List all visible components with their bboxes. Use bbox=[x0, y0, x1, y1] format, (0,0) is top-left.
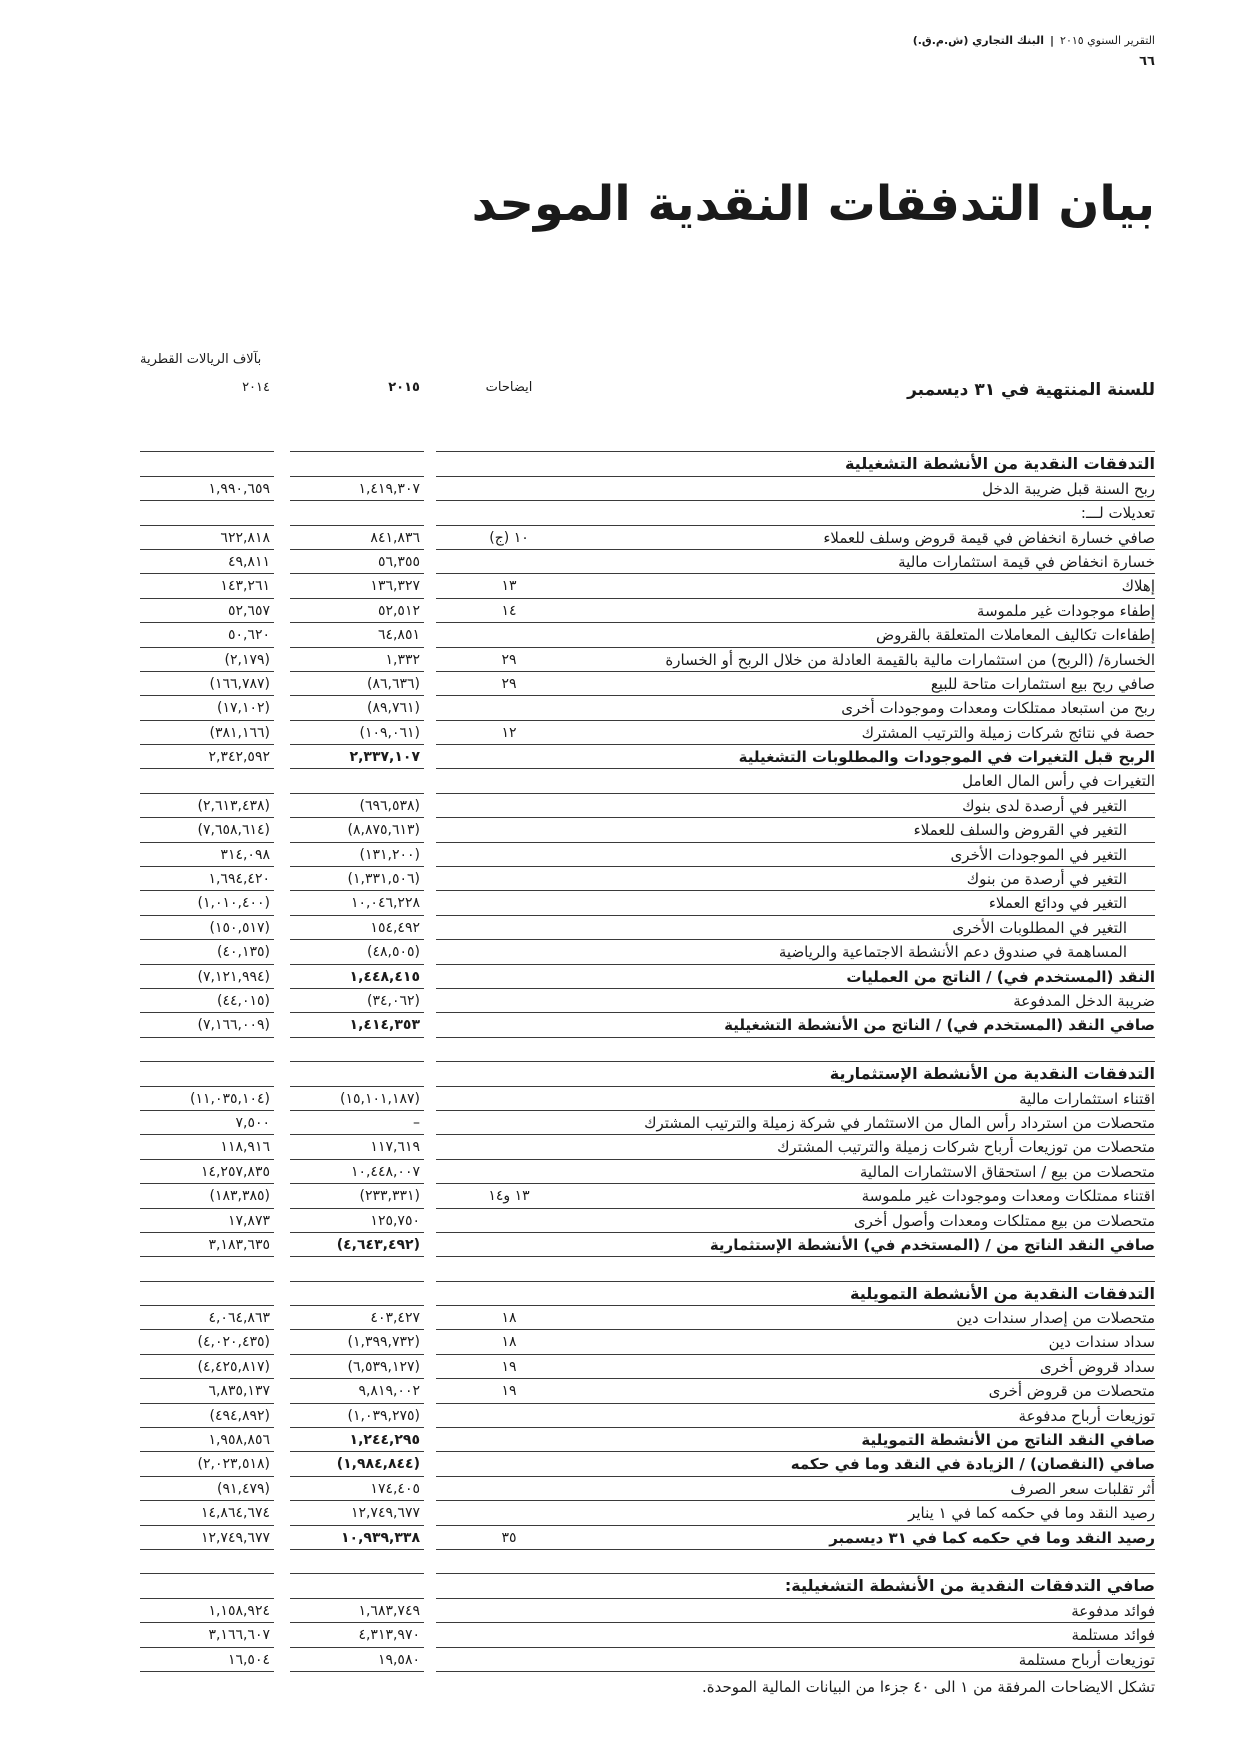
note-ref: ١٩ bbox=[501, 1383, 517, 1400]
value-2014 bbox=[140, 1257, 274, 1281]
value-2014: (٢,٦١٣,٤٣٨) bbox=[140, 794, 274, 818]
value-2014: (١٦٦,٧٨٧) bbox=[140, 672, 274, 696]
report-label: التقرير السنوي ٢٠١٥ bbox=[1060, 34, 1155, 47]
row-label: صافي ربح بيع استثمارات متاحة للبيع bbox=[436, 672, 1155, 696]
table-row bbox=[0, 891, 1233, 915]
value-2015 bbox=[290, 428, 424, 452]
table-row bbox=[0, 1477, 1233, 1501]
table-row bbox=[0, 1184, 1233, 1208]
row-label bbox=[436, 1257, 1155, 1281]
table-row bbox=[0, 1306, 1233, 1330]
page-title: بيان التدفقات النقدية الموحد bbox=[471, 176, 1155, 232]
value-2015 bbox=[290, 1282, 424, 1306]
row-label: المساهمة في صندوق دعم الأنشطة الاجتماعية والرياضية bbox=[436, 940, 1155, 964]
column-header-description: للسنة المنتهية في ٣١ ديسمبر bbox=[907, 380, 1155, 400]
value-2015: (٦٩٦,٥٣٨) bbox=[290, 794, 424, 818]
value-2014 bbox=[140, 1062, 274, 1086]
table-row bbox=[0, 1428, 1233, 1452]
value-2015: (٣٤,٠٦٢) bbox=[290, 989, 424, 1013]
value-2014: (٣٨١,١٦٦) bbox=[140, 721, 274, 745]
row-label: فوائد مستلمة bbox=[436, 1623, 1155, 1647]
value-2014 bbox=[140, 769, 274, 793]
row-label: توزيعات أرباح مستلمة bbox=[436, 1648, 1155, 1672]
table-row bbox=[0, 916, 1233, 940]
value-2015: ١,٤٤٨,٤١٥ bbox=[290, 965, 424, 989]
value-2014: ٦٢٢,٨١٨ bbox=[140, 526, 274, 550]
table-row bbox=[0, 1062, 1233, 1086]
table-row bbox=[0, 794, 1233, 818]
note-ref: ١٢ bbox=[501, 724, 517, 741]
row-label: ربح من استبعاد ممتلكات ومعدات وموجودات أخرى bbox=[436, 696, 1155, 720]
value-2014: (١,٠١٠,٤٠٠) bbox=[140, 891, 274, 915]
row-label: صافي النقد (المستخدم في) / الناتج من الأنشطة التشغيلية bbox=[436, 1013, 1155, 1037]
value-2014: (٢,٠٢٣,٥١٨) bbox=[140, 1452, 274, 1476]
table-row bbox=[0, 1623, 1233, 1647]
value-2014: ١٧,٨٧٣ bbox=[140, 1209, 274, 1233]
row-label: سداد سندات دين bbox=[436, 1330, 1155, 1354]
value-2015: ٢,٣٣٧,١٠٧ bbox=[290, 745, 424, 769]
row-label: فوائد مدفوعة bbox=[436, 1599, 1155, 1623]
value-2015: ١٧٤,٤٠٥ bbox=[290, 1477, 424, 1501]
value-2015: ١٥٤,٤٩٢ bbox=[290, 916, 424, 940]
value-2015 bbox=[290, 1257, 424, 1281]
value-2015: ١١٧,٦١٩ bbox=[290, 1135, 424, 1159]
value-2015: ١٢٥,٧٥٠ bbox=[290, 1209, 424, 1233]
value-2015: (٤٨,٥٠٥) bbox=[290, 940, 424, 964]
value-2014: ١,٦٩٤,٤٢٠ bbox=[140, 867, 274, 891]
row-label: اقتناء ممتلكات ومعدات وموجودات غير ملموسة bbox=[436, 1184, 1155, 1208]
value-2014: ١٦,٥٠٤ bbox=[140, 1648, 274, 1672]
value-2015 bbox=[290, 1574, 424, 1598]
table-row bbox=[0, 769, 1233, 793]
value-2014: (٤٤,٠١٥) bbox=[140, 989, 274, 1013]
value-2014: (٤,٠٢٠,٤٣٥) bbox=[140, 1330, 274, 1354]
row-label: صافي التدفقات النقدية من الأنشطة التشغيلية: bbox=[436, 1574, 1155, 1598]
row-label: التدفقات النقدية من الأنشطة التشغيلية bbox=[436, 452, 1155, 476]
row-label: سداد قروض أخرى bbox=[436, 1355, 1155, 1379]
value-2014: (١٨٣,٣٨٥) bbox=[140, 1184, 274, 1208]
value-2014: (٤٠,١٣٥) bbox=[140, 940, 274, 964]
value-2015: ١٢,٧٤٩,٦٧٧ bbox=[290, 1501, 424, 1525]
page-number: ٦٦ bbox=[1139, 54, 1155, 69]
table-row bbox=[0, 1330, 1233, 1354]
column-header-2014: ٢٠١٤ bbox=[242, 380, 270, 395]
value-2015: (١,٠٣٩,٢٧٥) bbox=[290, 1404, 424, 1428]
footnote: تشكل الايضاحات المرفقة من ١ الى ٤٠ جزءا من البيانات المالية الموحدة. bbox=[702, 1678, 1155, 1696]
row-label: صافي خسارة انخفاض في قيمة قروض وسلف للعملاء bbox=[436, 526, 1155, 550]
value-2015: (١,٣٣١,٥٠٦) bbox=[290, 867, 424, 891]
value-2015 bbox=[290, 1038, 424, 1062]
table-row bbox=[0, 867, 1233, 891]
table-row bbox=[0, 1501, 1233, 1525]
table-row bbox=[0, 477, 1233, 501]
value-2015: ٥٢,٥١٢ bbox=[290, 599, 424, 623]
value-2015: ١,٦٨٣,٧٤٩ bbox=[290, 1599, 424, 1623]
table-row bbox=[0, 623, 1233, 647]
table-row bbox=[0, 452, 1233, 476]
note-ref: ٢٩ bbox=[501, 651, 517, 668]
value-2015: ٤,٣١٣,٩٧٠ bbox=[290, 1623, 424, 1647]
table-row bbox=[0, 818, 1233, 842]
value-2014: ٣١٤,٠٩٨ bbox=[140, 843, 274, 867]
table-row bbox=[0, 1379, 1233, 1403]
value-2014: ٢,٣٤٢,٥٩٢ bbox=[140, 745, 274, 769]
note-ref: ١٣ bbox=[501, 578, 517, 595]
value-2015: (١٥,١٠١,١٨٧) bbox=[290, 1087, 424, 1111]
value-2014: (٢,١٧٩) bbox=[140, 648, 274, 672]
table-row bbox=[0, 745, 1233, 769]
row-label bbox=[436, 1038, 1155, 1062]
table-row bbox=[0, 1599, 1233, 1623]
value-2015: (١,٩٨٤,٨٤٤) bbox=[290, 1452, 424, 1476]
units-label: بآلاف الريالات القطرية bbox=[140, 352, 262, 367]
value-2014: ١١٨,٩١٦ bbox=[140, 1135, 274, 1159]
value-2014: ٣,١٨٣,٦٣٥ bbox=[140, 1233, 274, 1257]
table-row bbox=[0, 1282, 1233, 1306]
value-2014: (١٥٠,٥١٧) bbox=[140, 916, 274, 940]
value-2014: ١٤,٨٦٤,٦٧٤ bbox=[140, 1501, 274, 1525]
value-2014: (١١,٠٣٥,١٠٤) bbox=[140, 1087, 274, 1111]
value-2014: (١٧,١٠٢) bbox=[140, 696, 274, 720]
row-label: متحصلات من توزيعات أرباح شركات زميلة والترتيب المشترك bbox=[436, 1135, 1155, 1159]
value-2014 bbox=[140, 1038, 274, 1062]
table-row bbox=[0, 1233, 1233, 1257]
table-row bbox=[0, 550, 1233, 574]
value-2015 bbox=[290, 1062, 424, 1086]
value-2014: ١,٩٩٠,٦٥٩ bbox=[140, 477, 274, 501]
value-2014: ١,٩٥٨,٨٥٦ bbox=[140, 1428, 274, 1452]
row-label: أثر تقلبات سعر الصرف bbox=[436, 1477, 1155, 1501]
value-2015: ١٠,٩٣٩,٣٣٨ bbox=[290, 1526, 424, 1550]
table-row bbox=[0, 1087, 1233, 1111]
table-row bbox=[0, 1160, 1233, 1184]
table-row bbox=[0, 1574, 1233, 1598]
value-2015: (٨,٨٧٥,٦١٣) bbox=[290, 818, 424, 842]
value-2015: ١٠,٤٤٨,٠٠٧ bbox=[290, 1160, 424, 1184]
note-ref: ١٠ (ج) bbox=[489, 529, 529, 546]
row-label: خسارة انخفاض في قيمة استثمارات مالية bbox=[436, 550, 1155, 574]
value-2014 bbox=[140, 428, 274, 452]
value-2014: ٦,٨٣٥,١٣٧ bbox=[140, 1379, 274, 1403]
row-label: إطفاء موجودات غير ملموسة bbox=[436, 599, 1155, 623]
row-label: التغير في ودائع العملاء bbox=[436, 891, 1155, 915]
value-2015 bbox=[290, 452, 424, 476]
row-label: صافي النقد الناتج من الأنشطة التمويلية bbox=[436, 1428, 1155, 1452]
table-row bbox=[0, 1257, 1233, 1281]
running-header bbox=[913, 34, 1155, 47]
value-2015: (١,٣٩٩,٧٣٢) bbox=[290, 1330, 424, 1354]
cash-flow-table bbox=[0, 428, 1233, 1672]
table-row bbox=[0, 1038, 1233, 1062]
row-label: حصة في نتائج شركات زميلة والترتيب المشترك bbox=[436, 721, 1155, 745]
value-2015: ١,٣٣٢ bbox=[290, 648, 424, 672]
row-label: التغير في المطلوبات الأخرى bbox=[436, 916, 1155, 940]
table-row bbox=[0, 965, 1233, 989]
row-label: إهلاك bbox=[436, 574, 1155, 598]
row-label: الربح قبل التغيرات في الموجودات والمطلوبات التشغيلية bbox=[436, 745, 1155, 769]
table-row bbox=[0, 672, 1233, 696]
row-label: متحصلات من بيع ممتلكات ومعدات وأصول أخرى bbox=[436, 1209, 1155, 1233]
row-label: متحصلات من قروض أخرى bbox=[436, 1379, 1155, 1403]
value-2014 bbox=[140, 1550, 274, 1574]
note-ref: ٢٩ bbox=[501, 675, 517, 692]
value-2014: (٩١,٤٧٩) bbox=[140, 1477, 274, 1501]
row-label: رصيد النقد وما في حكمه كما في ١ يناير bbox=[436, 1501, 1155, 1525]
row-label: التغير في أرصدة لدى بنوك bbox=[436, 794, 1155, 818]
value-2014: (٤٩٤,٨٩٢) bbox=[140, 1404, 274, 1428]
value-2014: (٧,١٢١,٩٩٤) bbox=[140, 965, 274, 989]
table-row bbox=[0, 428, 1233, 452]
table-row bbox=[0, 843, 1233, 867]
row-label: تعديلات لـــ: bbox=[436, 501, 1155, 525]
row-label: النقد (المستخدم في) / الناتج من العمليات bbox=[436, 965, 1155, 989]
row-label bbox=[436, 428, 1155, 452]
row-label: متحصلات من إصدار سندات دين bbox=[436, 1306, 1155, 1330]
value-2014: (٧,١٦٦,٠٠٩) bbox=[140, 1013, 274, 1037]
note-ref: ٣٥ bbox=[501, 1529, 517, 1546]
value-2015: ٩,٨١٩,٠٠٢ bbox=[290, 1379, 424, 1403]
value-2014: ١٢,٧٤٩,٦٧٧ bbox=[140, 1526, 274, 1550]
value-2014: ٥٢,٦٥٧ bbox=[140, 599, 274, 623]
row-label: التغير في أرصدة من بنوك bbox=[436, 867, 1155, 891]
value-2014: ٧,٥٠٠ bbox=[140, 1111, 274, 1135]
note-ref: ١٨ bbox=[501, 1334, 517, 1351]
value-2015: (٨٦,٦٣٦) bbox=[290, 672, 424, 696]
value-2015: – bbox=[290, 1111, 424, 1135]
row-label: صافي النقد الناتج من / (المستخدم في) الأنشطة الإستثمارية bbox=[436, 1233, 1155, 1257]
value-2014: ١٤,٢٥٧,٨٣٥ bbox=[140, 1160, 274, 1184]
value-2014: ٥٠,٦٢٠ bbox=[140, 623, 274, 647]
row-label: رصيد النقد وما في حكمه كما في ٣١ ديسمبر bbox=[436, 1526, 1155, 1550]
value-2014 bbox=[140, 501, 274, 525]
value-2014: ١٤٣,٢٦١ bbox=[140, 574, 274, 598]
table-row bbox=[0, 574, 1233, 598]
value-2015: ١٠,٠٤٦,٢٢٨ bbox=[290, 891, 424, 915]
row-label: التدفقات النقدية من الأنشطة التمويلية bbox=[436, 1282, 1155, 1306]
value-2015: (٨٩,٧٦١) bbox=[290, 696, 424, 720]
value-2014: (٧,٦٥٨,٦١٤) bbox=[140, 818, 274, 842]
table-row bbox=[0, 1013, 1233, 1037]
table-row bbox=[0, 1135, 1233, 1159]
row-label: التغير في الموجودات الأخرى bbox=[436, 843, 1155, 867]
table-row bbox=[0, 1209, 1233, 1233]
value-2015 bbox=[290, 1550, 424, 1574]
header-separator: | bbox=[1050, 34, 1055, 47]
row-label: ضريبة الدخل المدفوعة bbox=[436, 989, 1155, 1013]
value-2015: ٦٤,٨٥١ bbox=[290, 623, 424, 647]
row-label: متحصلات من بيع / استحقاق الاستثمارات المالية bbox=[436, 1160, 1155, 1184]
value-2014: ٤٩,٨١١ bbox=[140, 550, 274, 574]
table-row bbox=[0, 696, 1233, 720]
value-2015: (١٣١,٢٠٠) bbox=[290, 843, 424, 867]
row-label: صافي (النقصان) / الزيادة في النقد وما في حكمه bbox=[436, 1452, 1155, 1476]
row-label: إطفاءات تكاليف المعاملات المتعلقة بالقروض bbox=[436, 623, 1155, 647]
value-2015: ١٩,٥٨٠ bbox=[290, 1648, 424, 1672]
table-row bbox=[0, 1550, 1233, 1574]
row-label: التدفقات النقدية من الأنشطة الإستثمارية bbox=[436, 1062, 1155, 1086]
note-ref: ١٤ bbox=[501, 602, 517, 619]
table-row bbox=[0, 940, 1233, 964]
note-ref: ١٣ و١٤ bbox=[488, 1188, 530, 1205]
column-header-2015: ٢٠١٥ bbox=[388, 380, 420, 395]
table-row bbox=[0, 1526, 1233, 1550]
value-2014: ١,١٥٨,٩٢٤ bbox=[140, 1599, 274, 1623]
row-label: اقتناء استثمارات مالية bbox=[436, 1087, 1155, 1111]
value-2014 bbox=[140, 1282, 274, 1306]
value-2015: ١,٤١٤,٣٥٣ bbox=[290, 1013, 424, 1037]
value-2015: ١,٢٤٤,٢٩٥ bbox=[290, 1428, 424, 1452]
table-row bbox=[0, 648, 1233, 672]
table-row bbox=[0, 1355, 1233, 1379]
note-ref: ١٨ bbox=[501, 1310, 517, 1327]
value-2015: (١٠٩,٠٦١) bbox=[290, 721, 424, 745]
value-2014 bbox=[140, 1574, 274, 1598]
value-2014: ٤,٠٦٤,٨٦٣ bbox=[140, 1306, 274, 1330]
value-2015: (٦,٥٣٩,١٢٧) bbox=[290, 1355, 424, 1379]
bank-label: البنك التجاري (ش.م.ق.) bbox=[912, 34, 1044, 47]
value-2015: ١,٤١٩,٣٠٧ bbox=[290, 477, 424, 501]
table-row bbox=[0, 1404, 1233, 1428]
value-2014: ٣,١٦٦,٦٠٧ bbox=[140, 1623, 274, 1647]
value-2014: (٤,٤٢٥,٨١٧) bbox=[140, 1355, 274, 1379]
table-row bbox=[0, 501, 1233, 525]
table-row bbox=[0, 1648, 1233, 1672]
table-row bbox=[0, 1111, 1233, 1135]
table-row bbox=[0, 989, 1233, 1013]
value-2015 bbox=[290, 769, 424, 793]
column-header-notes: ايضاحات bbox=[485, 380, 533, 395]
value-2015 bbox=[290, 501, 424, 525]
row-label: توزيعات أرباح مدفوعة bbox=[436, 1404, 1155, 1428]
row-label: التغيرات في رأس المال العامل bbox=[436, 769, 1155, 793]
value-2015: ٥٦,٣٥٥ bbox=[290, 550, 424, 574]
value-2015: ٨٤١,٨٣٦ bbox=[290, 526, 424, 550]
row-label: ربح السنة قبل ضريبة الدخل bbox=[436, 477, 1155, 501]
table-row bbox=[0, 599, 1233, 623]
table-row bbox=[0, 721, 1233, 745]
row-label: متحصلات من استرداد رأس المال من الاستثمار في شركة زميلة والترتيب المشترك bbox=[436, 1111, 1155, 1135]
value-2015: ١٣٦,٣٢٧ bbox=[290, 574, 424, 598]
value-2014 bbox=[140, 452, 274, 476]
table-row bbox=[0, 1452, 1233, 1476]
table-row bbox=[0, 526, 1233, 550]
value-2015: (٤,٦٤٣,٤٩٢) bbox=[290, 1233, 424, 1257]
note-ref: ١٩ bbox=[501, 1358, 517, 1375]
value-2015: (٢٣٣,٣٣١) bbox=[290, 1184, 424, 1208]
row-label bbox=[436, 1550, 1155, 1574]
value-2015: ٤٠٣,٤٢٧ bbox=[290, 1306, 424, 1330]
row-label: الخسارة/ (الربح) من استثمارات مالية بالقيمة العادلة من خلال الربح أو الخسارة bbox=[436, 648, 1155, 672]
row-label: التغير في القروض والسلف للعملاء bbox=[436, 818, 1155, 842]
